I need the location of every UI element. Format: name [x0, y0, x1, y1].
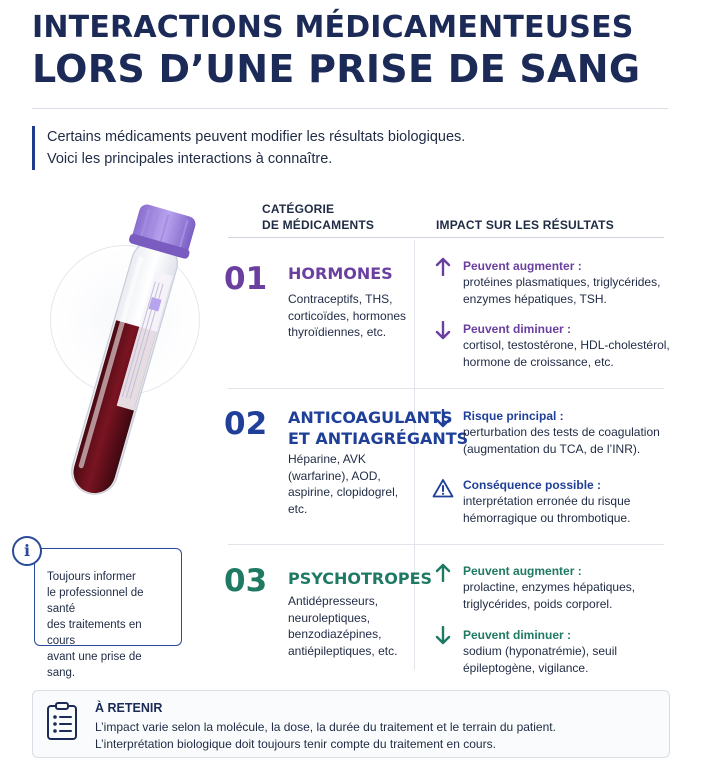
impact-label: Risque principal :: [463, 409, 564, 423]
row-divider: [228, 544, 664, 545]
category-description: [288, 593, 397, 659]
description-line: neuroleptiques,: [288, 610, 371, 625]
key-takeaway-line-1: L’impact varie selon la molécule, la dose, la durée du traitement et le terrain du patient.: [95, 720, 556, 734]
column-header-category-line-1: CATÉGORIE: [262, 202, 335, 216]
description-line: Contraceptifs, THS,: [288, 292, 393, 306]
impact-text: perturbation des tests de coagulation: [463, 425, 660, 439]
title-line-2: LORS D’UNE PRISE DE SANG: [32, 46, 641, 91]
impact-text: prolactine, enzymes hépatiques,: [463, 580, 636, 594]
impact-text: enzymes hépatiques, TSH.: [463, 291, 607, 306]
column-divider: [414, 240, 415, 670]
impact-item: [463, 627, 702, 676]
impact-label: Peuvent diminuer :: [463, 628, 572, 642]
impact-item: [463, 258, 702, 307]
key-takeaway-box: [32, 690, 670, 758]
impact-label: Peuvent augmenter :: [463, 259, 582, 273]
intro-line-2: Voici les principales interactions à connaître.: [47, 151, 333, 167]
description-line: etc.: [288, 501, 308, 516]
info-box: [34, 548, 182, 679]
column-header-category: [262, 201, 374, 233]
arrow-up-icon: [434, 256, 452, 276]
category-description: [288, 451, 398, 517]
impact-text: hormone de croissance, etc.: [463, 354, 614, 369]
category-title: HORMONES: [288, 264, 393, 283]
title-line-1: INTERACTIONS MÉDICAMENTEUSES: [32, 10, 634, 45]
intro-line-1: Certains médicaments peuvent modifier les résultats biologiques.: [47, 129, 466, 145]
arrow-down-icon: [434, 321, 452, 341]
impact-item: [463, 321, 702, 370]
blood-tube-icon: [10, 195, 220, 525]
blood-tube-illustration: [10, 195, 220, 525]
info-line-2: le professionnel de santé: [47, 587, 144, 615]
description-line: benzodiazépines,: [288, 627, 382, 641]
impact-label: Peuvent diminuer :: [463, 322, 572, 336]
impact-item: [463, 408, 702, 457]
category-title: PSYCHOTROPES: [288, 569, 433, 588]
info-line-3: des traitements en cours: [47, 619, 142, 647]
checklist-icon: [45, 701, 79, 741]
description-line: thyroïdiennes, etc.: [288, 325, 387, 339]
header-divider: [228, 237, 664, 238]
info-icon: i: [12, 536, 42, 566]
impact-text: interprétation erronée du risque: [463, 494, 631, 508]
impact-text: sodium (hyponatrémie), seuil: [463, 644, 618, 658]
impact-label: Conséquence possible :: [463, 478, 602, 492]
impact-text: protéines plasmatiques, triglycérides,: [463, 275, 661, 289]
info-line-1: Toujours informer: [47, 571, 136, 583]
impact-text: épileptogène, vigilance.: [463, 660, 589, 675]
key-takeaway-line-2: L’interprétation biologique doit toujours tenir compte du traitement en cours.: [95, 737, 496, 751]
impact-text: triglycérides, poids corporel.: [463, 596, 613, 611]
description-line: corticoïdes, hormones: [288, 308, 407, 323]
row-number: 03: [224, 563, 268, 599]
impact-text: hémorragique ou thrombotique.: [463, 510, 631, 525]
description-line: aspirine, clopidogrel,: [288, 485, 399, 499]
page-title: [32, 12, 682, 89]
description-line: (warfarine), AOD,: [288, 468, 381, 483]
column-header-impact: IMPACT SUR LES RÉSULTATS: [436, 218, 614, 232]
info-line-4: avant une prise de sang.: [47, 651, 142, 679]
category-title-line: ANTICOAGULANTS: [288, 408, 453, 427]
column-header-category-line-2: DE MÉDICAMENTS: [262, 218, 375, 232]
row-number: 01: [224, 261, 268, 297]
intro-text: [32, 126, 465, 170]
impact-text: (augmentation du TCA, de l’INR).: [463, 441, 641, 456]
row-divider: [228, 388, 664, 389]
description-line: Antidépresseurs,: [288, 594, 379, 608]
arrow-down-icon: [434, 626, 452, 646]
description-line: Héparine, AVK: [288, 452, 366, 466]
warning-icon: [432, 478, 454, 498]
key-takeaway-title: À RETENIR: [95, 701, 163, 715]
arrow-up-icon: [434, 562, 452, 582]
impact-item: [463, 563, 702, 612]
impact-text: cortisol, testostérone, HDL-cholestérol,: [463, 338, 670, 352]
category-description: [288, 291, 406, 341]
row-number: 02: [224, 406, 268, 442]
category-title-line: ET ANTIAGRÉGANTS: [288, 429, 469, 448]
arrow-down-icon: [434, 409, 452, 429]
impact-label: Peuvent augmenter :: [463, 564, 582, 578]
description-line: antiépileptiques, etc.: [288, 643, 398, 658]
title-divider: [32, 108, 668, 109]
impact-item: [463, 477, 702, 526]
